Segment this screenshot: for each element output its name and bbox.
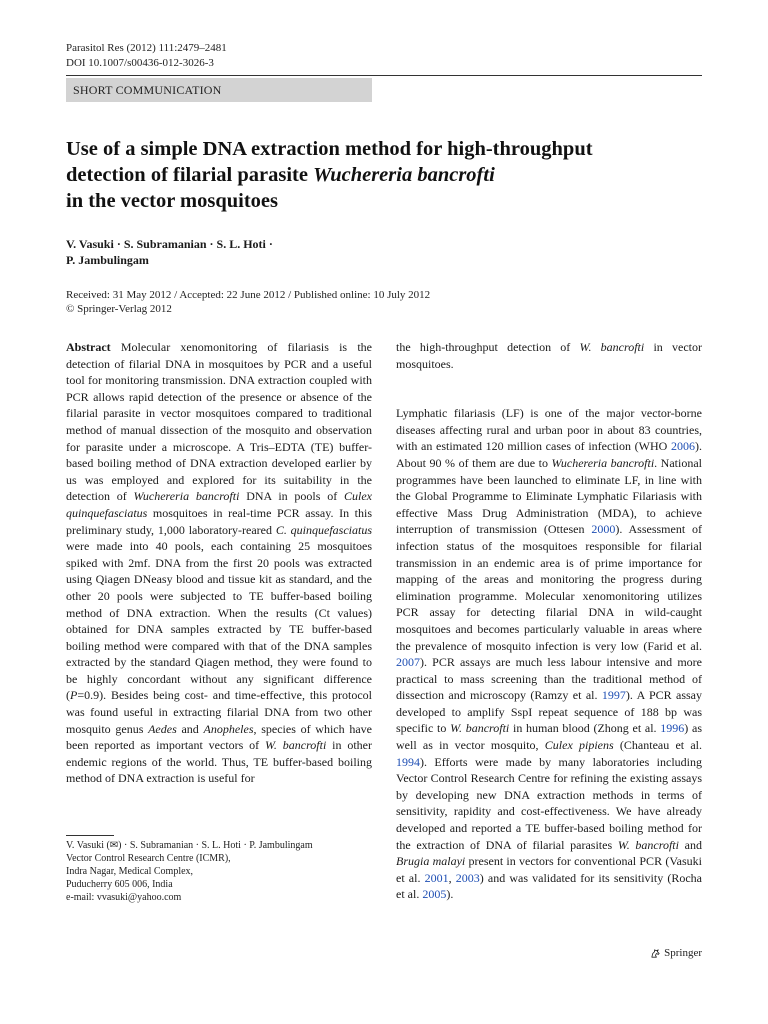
title-line: in the vector mosquitoes (66, 190, 279, 212)
doi[interactable]: DOI 10.1007/s00436-012-3026-3 (66, 57, 214, 69)
paragraph-gap (396, 372, 702, 405)
footnote-email[interactable]: e-mail: vvasuki@yahoo.com (66, 892, 182, 903)
citation-link[interactable]: 2003 (455, 870, 480, 885)
citation-link[interactable]: 1996 (660, 721, 685, 736)
section-label: SHORT COMMUNICATION (66, 78, 372, 102)
header-rule (66, 75, 702, 76)
left-column (66, 339, 372, 787)
citation-link[interactable]: 2001 (424, 870, 449, 885)
citation-link[interactable]: 2000 (591, 522, 616, 537)
title-species: Wuchereria bancrofti (313, 164, 495, 186)
author-affiliation-footnote (66, 839, 372, 904)
journal-citation: Parasitol Res (2012) 111:2479–2481 (66, 42, 227, 54)
author-line: P. Jambulingam (66, 253, 149, 267)
springer-horse-icon (650, 948, 661, 959)
footnote-affiliation: Puducherry 605 006, India (66, 879, 173, 890)
title-line: Use of a simple DNA extraction method for high-throughput (66, 138, 593, 160)
copyright: © Springer-Verlag 2012 (66, 303, 172, 315)
footnote-affiliation: Vector Control Research Centre (ICMR), (66, 853, 231, 864)
citation-link[interactable]: 1994 (396, 754, 420, 769)
abstract: Abstract Molecular xenomonitoring of filariasis is the detection of filarial DNA in mosquitoes by PCR and a useful tool for monitoring transmission. DNA extraction coupled with PCR allows rapid detection of the presence or absence of the filarial parasite in vector mosquitoes compared to traditional method of manual dissection of the mosquito and observation for parasite under a microscope. A Tris–EDTA (TE) buffer-based boiling method of DNA extraction developed earlier by us was employed and explored for its suitability in the detection of Wuchereria bancrofti DNA in pools of Culex quinquefasciatus mosquitoes in real-time PCR assay. In this preliminary study, 1,000 laboratory-reared C. quinquefasciatus were made into 40 pools, each containing 25 mosquitoes spiked with 2mf. DNA from the first 20 pools was extracted using Qiagen DNeasy blood and tissue kit as standard, and the other 20 pools were subjected to TE buffer-based boiling method of DNA extraction. When the results (Ct values) obtained for DNA samples extracted by TE buffer-based boiling method were compared with that of the DNA samples extracted by the standard Qiagen method, they were found to be highly concordant without any significant difference (P=0.9). Besides being cost- and time-effective, this protocol was found useful in extracting filarial DNA from two other mosquito genus Aedes and Anopheles, species of which have been reported as important vectors of W. bancrofti in other endemic regions of the world. Thus, TE buffer-based boiling method of DNA extraction is useful for (66, 340, 372, 786)
author-line: V. Vasuki · S. Subramanian · S. L. Hoti · (66, 237, 273, 251)
intro-paragraph: Lymphatic filariasis (LF) is one of the major vector-borne diseases affecting rural and urban poor in about 83 countries, with an estimated 120 million cases of infection (WHO 2006). About 90 % of them are due to Wuchereria bancrofti. National programmes have been launched to eliminate LF, in line with the Global Programme to Eliminate Lymphatic Filariasis with effective Mass Drug Administration (MDA), to achieve interruption of transmission (Ottesen 2000). Assessment of infection status of the mosquitoes responsible for filarial transmission in an endemic area is of prime importance for mapping of the areas and monitoring the progress during elimination programme. Molecular xenomonitoring utilizes PCR assay for detecting filarial DNA in wild-caught mosquitoes and becomes particularly valuable in areas where the prevalence of mosquito infection is very low (Farid et al. 2007). PCR assays are much less labour intensive and more practical to mass screening than the traditional method of dissection and microscopy (Ramzy et al. 1997). A PCR assay developed to amplify SspI repeat sequence of 188 bp was specific to W. bancrofti in human blood (Zhong et al. 1996) as well as in vector mosquito, Culex pipiens (Chanteau et al. 1994). Efforts were made by many laboratories including Vector Control Research Centre for refining the existing assays by developing new DNA extraction methods in terms of sensitivity, rapidity and cost-effectiveness. We have already developed and reported a TE buffer-based boiling method for the extraction of DNA of filarial parasites W. bancrofti and Brugia malayi present in vectors for conventional PCR (Vasuki et al. 2001, 2003) and was validated for its sensitivity (Rocha et al. 2005). (396, 406, 703, 902)
publisher-name: Springer (664, 947, 702, 959)
author-list (66, 236, 566, 268)
article-history (66, 288, 702, 316)
footnote-rule (66, 835, 114, 836)
abstract-continued: the high-throughput detection of W. bancrofti in vector mosquitoes. (396, 340, 703, 371)
footnote-authors: V. Vasuki (✉) · S. Subramanian · S. L. Hoti · P. Jambulingam (66, 840, 313, 851)
history-dates: Received: 31 May 2012 / Accepted: 22 June 2012 / Published online: 10 July 2012 (66, 289, 431, 301)
footnote-affiliation: Indra Nagar, Medical Complex, (66, 866, 194, 877)
citation-link[interactable]: 2006 (671, 439, 695, 454)
abstract-heading: Abstract (66, 340, 111, 354)
citation-link[interactable]: 2007 (396, 655, 420, 670)
citation-link[interactable]: 2005 (422, 887, 447, 902)
title-line: detection of filarial parasite Wuchereria bancrofti (66, 164, 495, 186)
right-column (396, 339, 702, 903)
citation-link[interactable]: 1997 (601, 688, 626, 703)
publisher-logo (650, 946, 702, 960)
article-title (66, 136, 702, 214)
